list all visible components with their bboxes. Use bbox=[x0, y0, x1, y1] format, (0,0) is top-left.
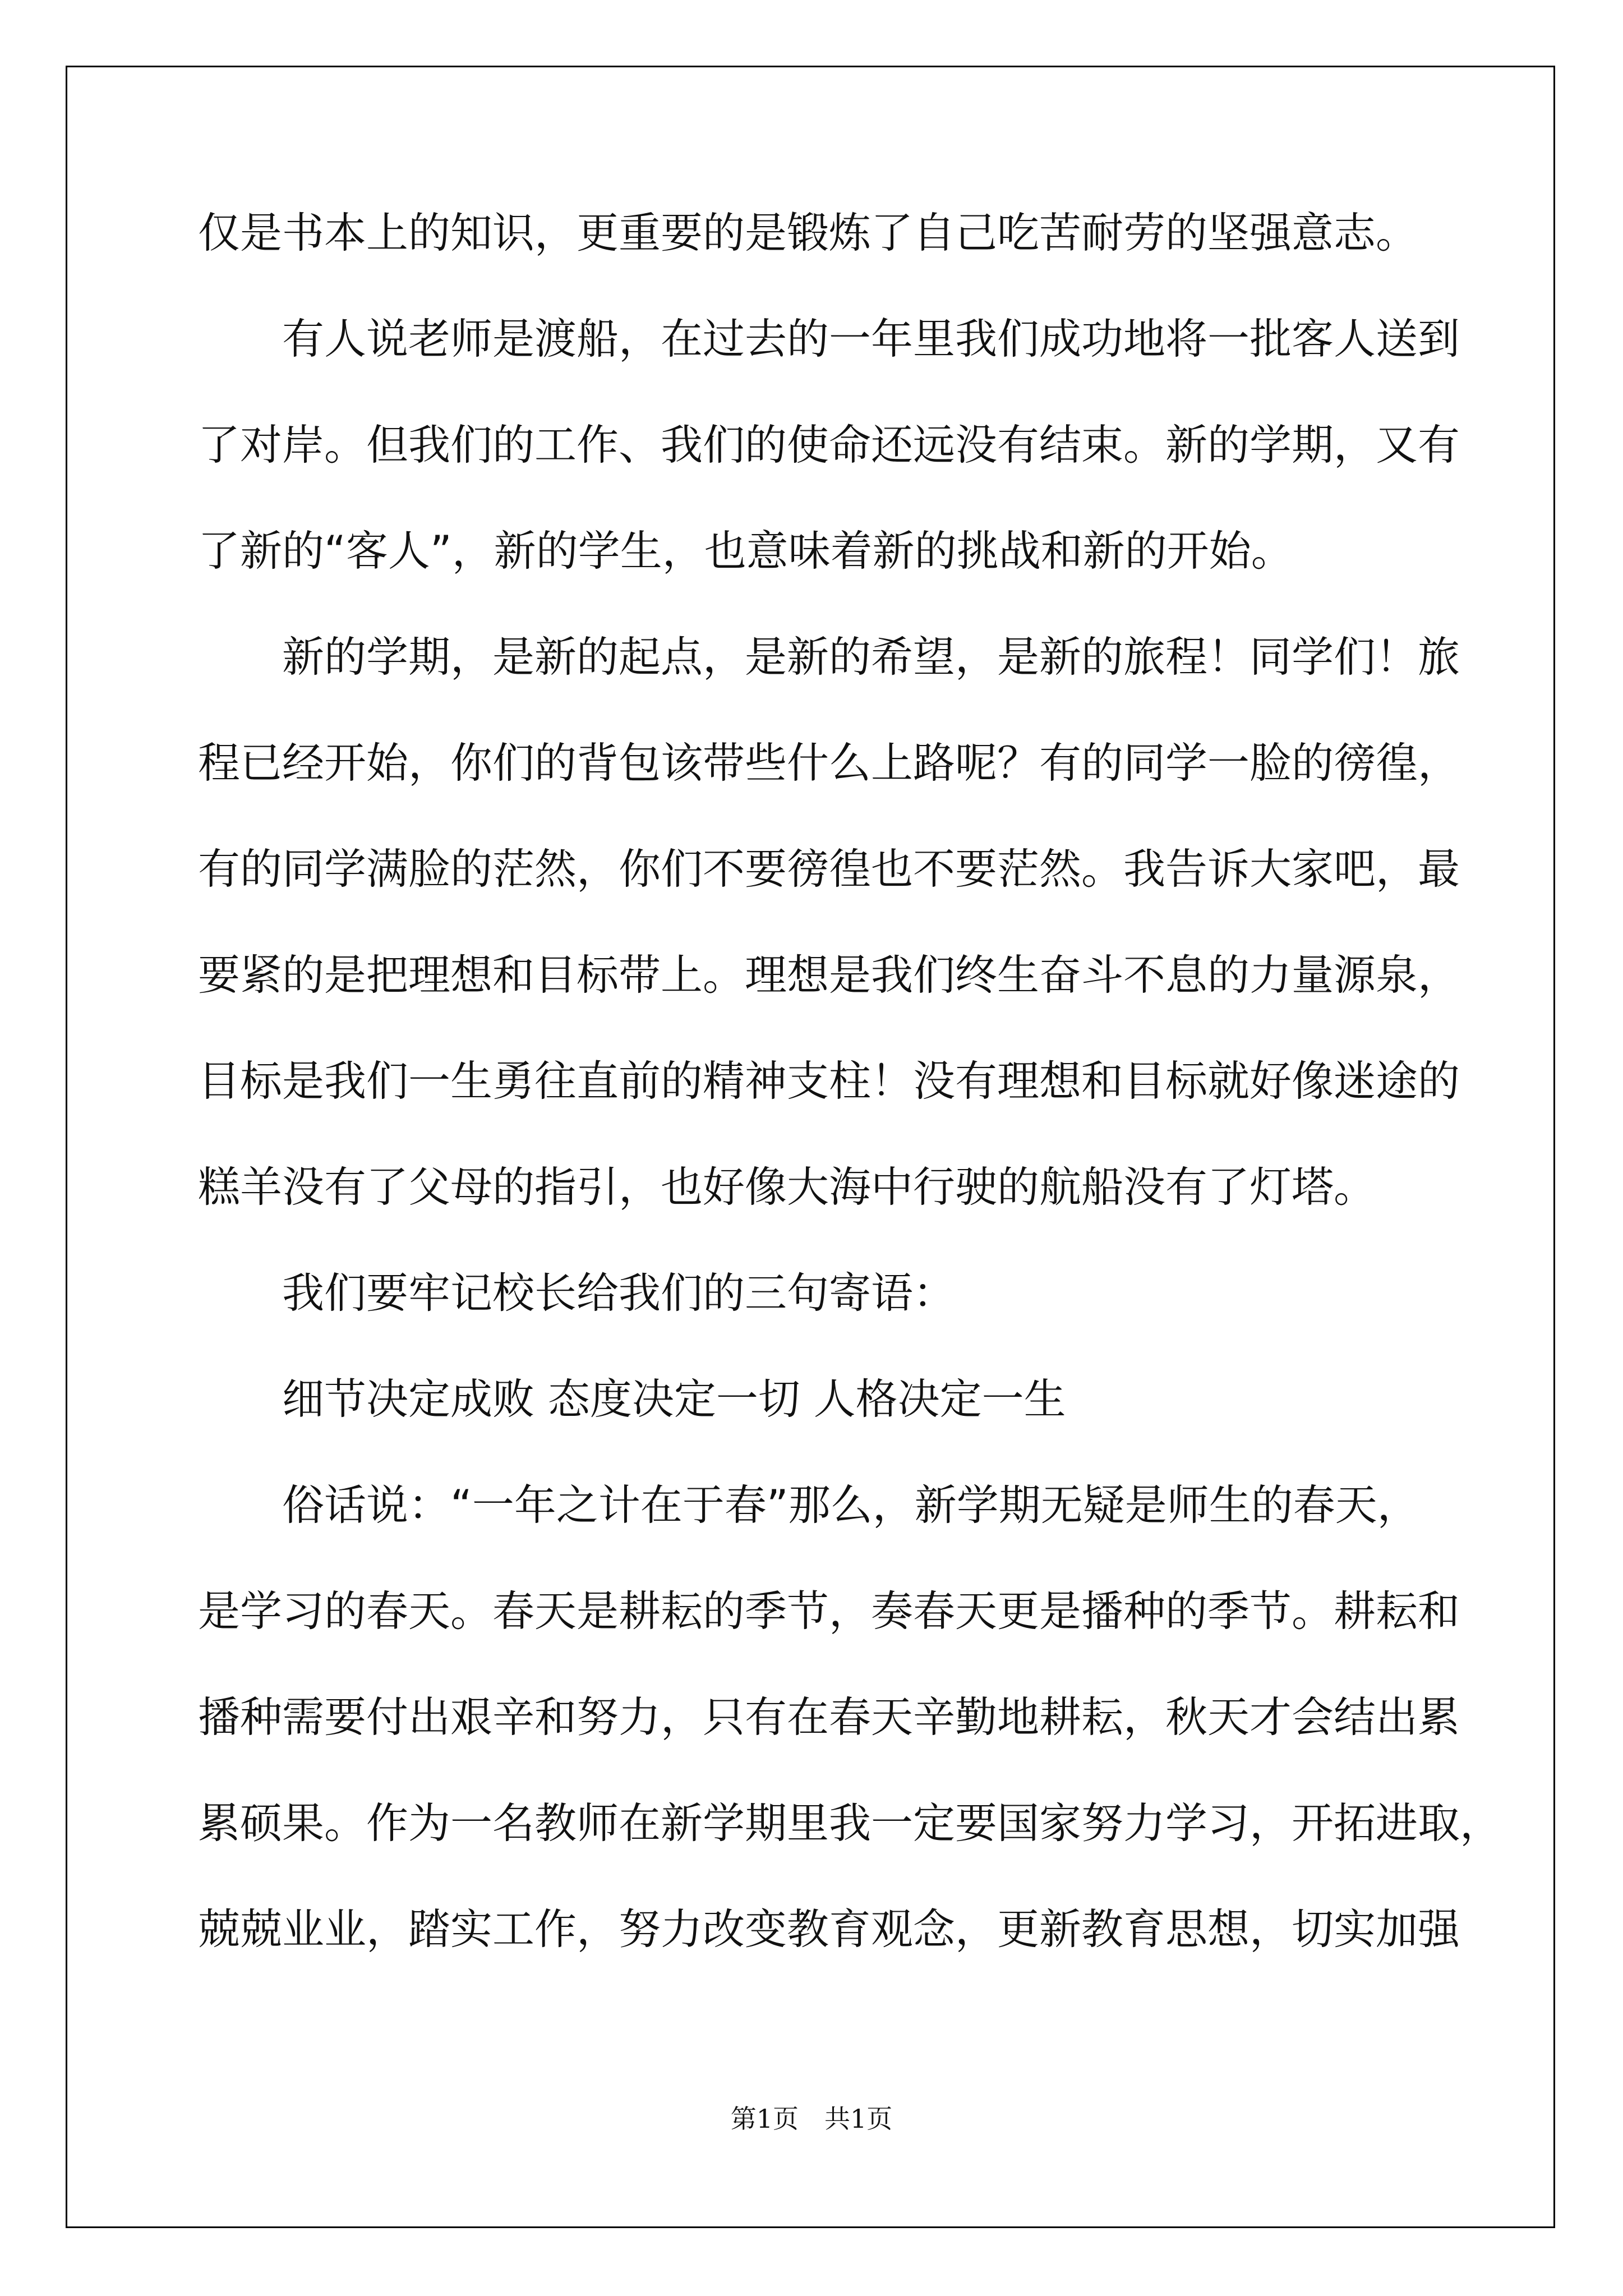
page-footer: 第1页 共1页 bbox=[730, 2104, 893, 2134]
text-line-9: 目标是我们一生勇往直前的精神支柱！没有理想和目标就好像迷途的 bbox=[198, 1056, 1460, 1106]
text-line-6: 程已经开始，你们的背包该带些什么上路呢？有的同学一脸的徬徨， bbox=[198, 738, 1460, 788]
text-line-3: 了对岸。但我们的工作、我们的使命还远没有结束。新的学期，又有 bbox=[198, 420, 1460, 470]
text-line-11: 我们要牢记校长给我们的三句寄语： bbox=[198, 1268, 956, 1318]
text-line-2: 有人说老师是渡船，在过去的一年里我们成功地将一批客人送到 bbox=[198, 314, 1460, 364]
text-line-7: 有的同学满脸的茫然，你们不要徬徨也不要茫然。我告诉大家吧，最 bbox=[198, 844, 1460, 894]
text-line-8: 要紧的是把理想和目标带上。理想是我们终生奋斗不息的力量源泉， bbox=[198, 950, 1460, 1000]
text-line-1: 仅是书本上的知识，更重要的是锻炼了自己吃苦耐劳的坚强意志。 bbox=[198, 208, 1418, 257]
text-line-10: 糕羊没有了父母的指引，也好像大海中行驶的航船没有了灯塔。 bbox=[198, 1162, 1376, 1212]
text-line-16: 累硕果。作为一名教师在新学期里我一定要国家努力学习，开拓进取， bbox=[198, 1798, 1502, 1848]
text-line-4: 了新的“客人”，新的学生，也意味着新的挑战和新的开始。 bbox=[198, 526, 1293, 576]
text-line-13: 俗话说：“一年之计在于春”那么，新学期无疑是师生的春天， bbox=[198, 1480, 1419, 1530]
text-line-17: 兢兢业业，踏实工作，努力改变教育观念，更新教育思想，切实加强 bbox=[198, 1904, 1460, 1954]
text-line-14: 是学习的春天。春天是耕耘的季节，奏春天更是播种的季节。耕耘和 bbox=[198, 1586, 1460, 1636]
text-line-15: 播种需要付出艰辛和努力，只有在春天辛勤地耕耘，秋天才会结出累 bbox=[198, 1692, 1460, 1742]
text-line-5: 新的学期，是新的起点，是新的希望，是新的旅程！同学们！旅 bbox=[198, 632, 1460, 682]
text-line-12: 细节决定成败 态度决定一切 人格决定一生 bbox=[198, 1374, 1066, 1424]
